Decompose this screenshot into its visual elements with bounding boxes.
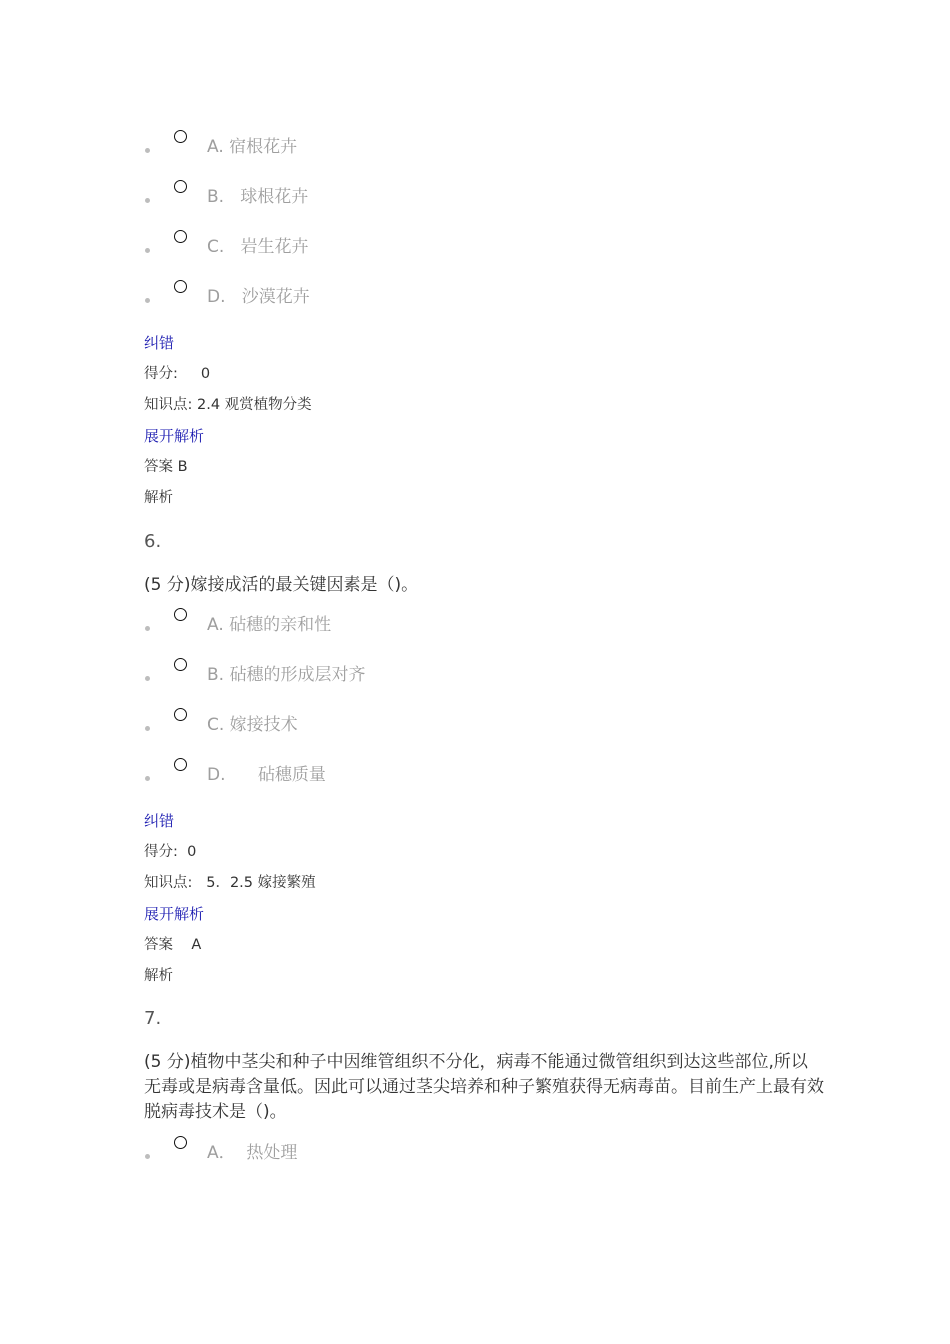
q6-option-c-label: C. 嫁接技术 (207, 715, 298, 735)
q5-option-c[interactable] (0, 230, 950, 270)
bullet (145, 248, 150, 253)
q7-number: 7. (144, 1008, 162, 1029)
bullet (145, 148, 150, 153)
bullet (145, 626, 150, 631)
q5-analysis-label: 解析 (144, 490, 173, 506)
bullet (145, 1154, 150, 1159)
q6-option-b[interactable] (0, 658, 950, 698)
q6-question-text: (5 分)嫁接成活的最关键因素是（)。 (144, 575, 419, 595)
q6-option-d[interactable] (0, 758, 950, 798)
radio-icon[interactable] (174, 1136, 187, 1149)
q5-report-error-link[interactable]: 纠错 (144, 334, 175, 352)
q6-option-d-label: D. 砧穗质量 (207, 765, 326, 785)
q5-score: 得分: 0 (144, 366, 211, 382)
radio-icon[interactable] (174, 758, 187, 771)
q5-answer: 答案 B (144, 459, 188, 475)
q5-option-c-label: C. 岩生花卉 (207, 237, 309, 257)
q6-expand-analysis-link[interactable]: 展开解析 (144, 905, 205, 923)
bullet (145, 298, 150, 303)
q5-option-a[interactable] (0, 130, 950, 170)
q5-option-a-label: A. 宿根花卉 (207, 137, 298, 157)
radio-icon[interactable] (174, 130, 187, 143)
radio-icon[interactable] (174, 608, 187, 621)
radio-icon[interactable] (174, 708, 187, 721)
q6-analysis-label: 解析 (144, 968, 173, 984)
q7-option-a[interactable] (0, 1136, 950, 1176)
q7-question-text: (5 分)植物中茎尖和种子中因维管组织不分化，病毒不能通过微管组织到达这些部位,所以无毒或是病毒含量低。因此可以通过茎尖培养和种子繁殖获得无病毒苗。目前生产上最有效脱病毒技术是（)。 (144, 1052, 824, 1122)
q6-option-b-label: B. 砧穗的形成层对齐 (207, 665, 366, 685)
q5-knowledge-point: 知识点: 2.4 观赏植物分类 (144, 397, 312, 413)
q5-option-b[interactable] (0, 180, 950, 220)
q6-option-a-label: A. 砧穗的亲和性 (207, 615, 332, 635)
q5-option-d-label: D. 沙漠花卉 (207, 287, 310, 307)
q6-number: 6. (144, 531, 162, 552)
radio-icon[interactable] (174, 280, 187, 293)
q6-report-error-link[interactable]: 纠错 (144, 812, 175, 830)
bullet (145, 776, 150, 781)
q5-option-b-label: B. 球根花卉 (207, 187, 309, 207)
bullet (145, 726, 150, 731)
radio-icon[interactable] (174, 658, 187, 671)
q6-option-c[interactable] (0, 708, 950, 748)
q5-option-d[interactable] (0, 280, 950, 320)
radio-icon[interactable] (174, 230, 187, 243)
q6-option-a[interactable] (0, 608, 950, 648)
q5-expand-analysis-link[interactable]: 展开解析 (144, 427, 205, 445)
q6-score: 得分: 0 (144, 844, 197, 860)
q6-knowledge-point: 知识点: 5．2.5 嫁接繁殖 (144, 875, 316, 891)
bullet (145, 198, 150, 203)
bullet (145, 676, 150, 681)
q7-option-a-label: A． 热处理 (207, 1143, 298, 1163)
q6-answer: 答案 A (144, 937, 202, 953)
radio-icon[interactable] (174, 180, 187, 193)
